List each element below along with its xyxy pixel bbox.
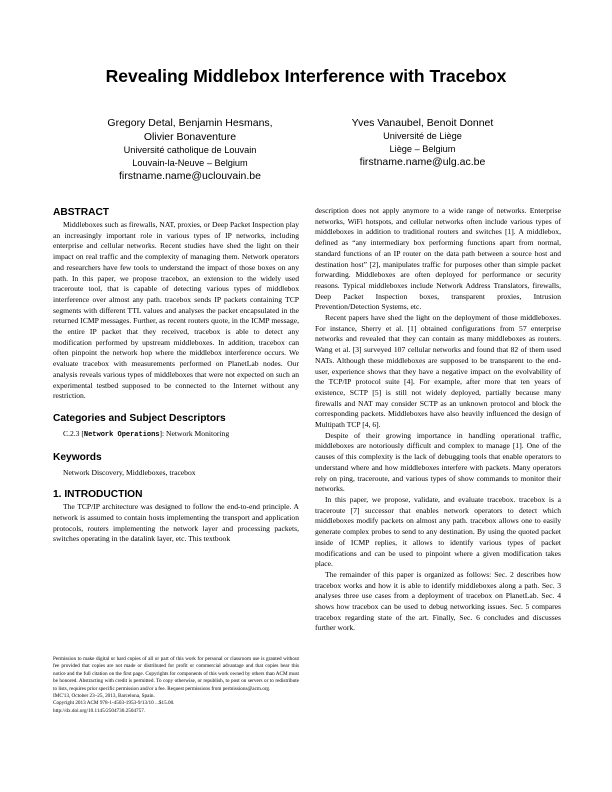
categories-line [63,429,299,441]
right-column [315,206,561,634]
venue-line: IMC'13, October 23–25, 2013, Barcelona, Spain. [53,693,155,700]
permission-notice [53,656,299,715]
author-block-1 [90,116,290,183]
intro-paragraph: Despite of their growing importance in handling operational traffic, middleboxes are notoriously difficult and complex to manage [1]. One of the causes of this complexity is the lack of debugging tools that enable operators to understand where and how middleboxes interfere with packets. Many operators rely on ping, traceroute, and various types of show commands to monitor their networks. [315,430,561,494]
author-affiliation-line-2: Liège – Belgium [389,143,456,154]
author-email: firstname.name@uclouvain.be [119,170,261,182]
keywords-text: Network Discovery, Middleboxes, tracebox [63,467,196,477]
permission-text: Permission to make digital or hard copies of all or part of this work for personal or classroom use is granted without fee provided that copies are not made or distributed for profit or commercial advantage and that copies bear this notice and the full citation on the first page. Copyrights for components of this work owned by others than ACM must be honored. Abstracting with credit is permitted. To copy otherwise, or republish, to post on servers or to redistribute to lists, requires prior specific permission and/or a fee. Request permissions from permissions@acm.org. [53,656,299,692]
introduction-paragraph-left: The TCP/IP architecture was designed to follow the end-to-end principle. A network is assumed to contain hosts implementing the transport and application protocols, routers implementing the network layer and processing packets, switches operating in the datalink layer, etc. This textbook [53,502,299,544]
author-affiliation-line-1: Université catholique de Louvain [123,145,257,155]
author-email: firstname.name@ulg.ac.be [359,156,486,168]
left-column [53,206,299,545]
categories-suffix: ]: Network Monitoring [159,428,230,438]
categories-prefix: C.2.3 [ [63,428,84,438]
introduction-heading: 1. INTRODUCTION [53,489,143,501]
author-names-line-1: Yves Vanaubel, Benoit Donnet [351,117,494,129]
author-names-line-1: Gregory Detal, Benjamin Hesmans, [107,117,273,129]
categories-term: Network Operations [83,430,160,439]
keywords-heading: Keywords [53,451,102,463]
intro-paragraph: In this paper, we propose, validate, and evaluate tracebox. tracebox is a traceroute [7] successor that enables network operators to detect which middleboxes modify packets on almost any path. tracebox allows one to easily generate complex probes to send to any destination. By using the quoted packet inside of ICMP replies, it allows to identify various types of packet modifications and can be used to pinpoint where a given modification takes place. [315,494,561,569]
paper-title: Revealing Middlebox Interference with Tracebox [105,66,507,86]
abstract-heading: ABSTRACT [53,207,110,218]
intro-paragraph: description does not apply anymore to a wide range of networks. Enterprise networks, WiFi hotspots, and cellular networks often include various types of middleboxes in addition to traditional routers and switches [1]. A middlebox, defined as “any intermediary box performing functions apart from normal, standard functions of an IP router on the data path between a source host and destination host” [2], manipulates traffic for purposes other than simple packet forwarding. Middleboxes are often deployed for performance or security reasons. Typical middleboxes include Network Address Translators, firewalls, Deep Packet Inspection boxes, transparent proxies, Intrusion Prevention/Detection Systems, etc. [315,206,561,312]
author-block-2 [320,116,525,169]
author-affiliation-line-1: Université de Liège [383,131,462,141]
copyright-line: Copyright 2013 ACM 978-1-4503-1953-9/13/10 ...$15.00. [53,700,175,707]
intro-paragraph: Recent papers have shed the light on the deployment of those middleboxes. For instance, Sherry et al. [1] obtained configurations from 57 enterprise networks and revealed that they can contain as many middleboxes as routers. Wang et al. [3] surveyed 107 cellular networks and found that 82 of them used NATs. Although these middleboxes are supposed to be transparent to the end-user, experience shows that they have a negative impact on the evolvability of the TCP/IP protocol suite [4]. For example, after more that ten years of existence, SCTP [5] is still not widely deployed, partially because many firewalls and NAT may consider SCTP as an unknown protocol and block the corresponding packets. Middleboxes have also heavily influenced the design of Multipath TCP [4, 6]. [315,313,561,430]
author-names-line-2: Olivier Bonaventure [143,131,237,143]
categories-heading: Categories and Subject Descriptors [53,412,226,424]
author-affiliation-line-2: Louvain-la-Neuve – Belgium [132,157,248,168]
abstract-text: Middleboxes such as firewalls, NAT, proxies, or Deep Packet Inspection play an increasingly important role in various types of IP networks, including enterprise and cellular networks. Recent studies have shed the light on their impact on real traffic and the complexity of managing them. Network operators and researchers have few tools to understand the impact of those boxes on any path. In this paper, we propose tracebox, an extension to the widely used traceroute tool, that is capable of detecting various types of middlebox interference over almost any path. tracebox sends IP packets containing TCP segments with different TTL values and analyses the packet encapsulated in the returned ICMP messages. Further, as recent routers quote, in the ICMP message, the entire IP packet that they received, tracebox is able to detect any modification performed by upstream middleboxes. In addition, tracebox can often pinpoint the network hop where the middlebox interference occurs. We evaluate tracebox with measurements performed on PlanetLab nodes. Our analysis reveals various types of middleboxes that were not expected on such an experimental testbed supposed to be connected to the Internet without any restriction. [53,220,299,401]
intro-paragraph: The remainder of this paper is organized as follows: Sec. 2 describes how tracebox works and how it is able to identify middleboxes along a path. Sec. 3 analyses three use cases from a deployment of tracebox on PlanetLab. Sec. 4 shows how tracebox can be used to debug networking issues. Sec. 5 compares tracebox regarding state of the art. Finally, Sec. 6 concludes and discusses further work. [315,569,561,633]
doi-line: http://dx.doi.org/10.1145/2504730.2504757. [53,707,146,714]
